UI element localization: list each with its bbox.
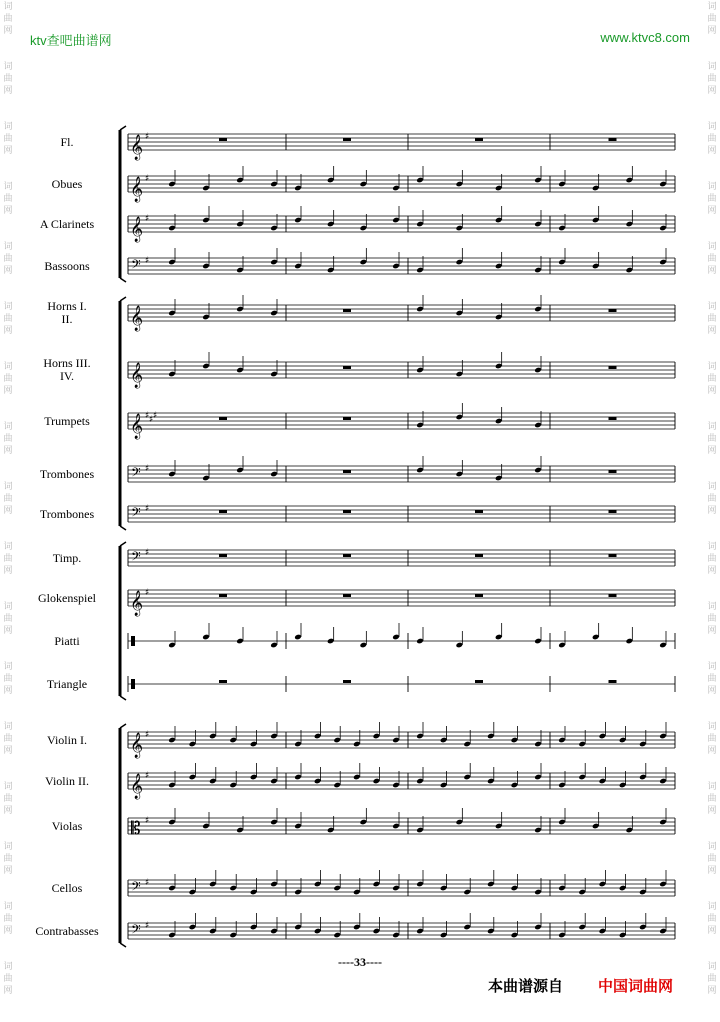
watermark-char: 词 xyxy=(707,721,717,731)
sharp-sign: ♯ xyxy=(153,411,158,421)
watermark-char: 词 xyxy=(3,301,13,311)
watermark-char: 词 xyxy=(707,961,717,971)
whole-rest xyxy=(219,417,227,420)
watermark-char: 网 xyxy=(707,325,717,335)
watermark-char: 词 xyxy=(3,121,13,131)
instrument-label: Contrabasses xyxy=(35,923,99,938)
watermark-char: 词 xyxy=(3,721,13,731)
treble-clef: 𝄞 xyxy=(130,306,144,331)
treble-clef: 𝄞 xyxy=(130,363,144,388)
watermark-char: 词 xyxy=(707,901,717,911)
whole-rest xyxy=(475,554,483,557)
watermark-char: 曲 xyxy=(707,253,717,263)
watermark-char: 网 xyxy=(707,985,717,995)
watermark-char: 网 xyxy=(3,505,13,515)
watermark-char: 曲 xyxy=(707,793,717,803)
watermark-char: 网 xyxy=(707,685,717,695)
watermark-char: 曲 xyxy=(707,13,717,23)
watermark-char: 曲 xyxy=(707,73,717,83)
bracket-hook xyxy=(120,297,126,301)
site-header-left: ktv查吧曲谱网 xyxy=(30,33,112,48)
bass-clef: 𝄢 xyxy=(131,549,141,567)
watermark-char: 曲 xyxy=(707,433,717,443)
watermark-char: 网 xyxy=(3,985,13,995)
bracket-hook xyxy=(120,526,126,530)
treble-clef: 𝄞 xyxy=(130,774,144,799)
whole-rest xyxy=(343,470,351,473)
watermark-char: 网 xyxy=(3,445,13,455)
whole-rest xyxy=(609,594,617,597)
watermark-char: 网 xyxy=(3,145,13,155)
watermark-char: 词 xyxy=(707,421,717,431)
sharp-sign: ♯ xyxy=(145,411,150,421)
watermark-char: 词 xyxy=(707,361,717,371)
whole-rest xyxy=(343,594,351,597)
sharp-sign: ♯ xyxy=(145,816,150,826)
watermark-char: 网 xyxy=(3,205,13,215)
instrument-label: Bassoons xyxy=(44,258,90,273)
bass-clef: 𝄢 xyxy=(131,922,141,940)
watermark-char: 网 xyxy=(707,145,717,155)
watermark-char: 曲 xyxy=(3,853,13,863)
watermark-char: 网 xyxy=(707,85,717,95)
bracket-hook xyxy=(120,542,126,546)
watermark-char: 网 xyxy=(707,25,717,35)
whole-rest xyxy=(475,510,483,513)
watermark-char: 网 xyxy=(707,925,717,935)
instrument-label: Trombones xyxy=(39,506,95,521)
bass-clef: 𝄢 xyxy=(131,505,141,523)
watermark-char: 网 xyxy=(3,385,13,395)
sharp-sign: ♯ xyxy=(145,132,150,142)
alto-clef: 𝄡 xyxy=(131,819,141,839)
instrument-label: Violin I. xyxy=(47,732,87,747)
watermark-char: 曲 xyxy=(707,493,717,503)
watermark-char: 网 xyxy=(3,25,13,35)
watermark-char: 曲 xyxy=(3,433,13,443)
bass-clef: 𝄢 xyxy=(131,465,141,483)
watermark-char: 网 xyxy=(707,445,717,455)
watermark-char: 曲 xyxy=(3,493,13,503)
sharp-sign: ♯ xyxy=(145,214,150,224)
sharp-sign: ♯ xyxy=(145,878,150,888)
bracket-hook xyxy=(120,126,126,130)
watermark-char: 网 xyxy=(707,385,717,395)
watermark-char: 曲 xyxy=(707,733,717,743)
footer-source-label: 本曲谱源自 xyxy=(488,977,564,995)
watermark-char: 曲 xyxy=(3,373,13,383)
whole-rest xyxy=(475,680,483,683)
bracket-hook xyxy=(120,943,126,947)
watermark-char: 词 xyxy=(707,121,717,131)
instrument-label: Trombones xyxy=(39,466,95,481)
watermark-char: 曲 xyxy=(707,193,717,203)
watermark-char: 曲 xyxy=(3,673,13,683)
watermark-char: 网 xyxy=(707,865,717,875)
watermark-char: 曲 xyxy=(707,553,717,563)
watermark-char: 词 xyxy=(3,601,13,611)
watermark-char: 曲 xyxy=(3,133,13,143)
sharp-sign: ♯ xyxy=(145,921,150,931)
bracket-hook xyxy=(120,278,126,282)
watermark-char: 词 xyxy=(3,1,13,11)
watermark-char: 词 xyxy=(3,361,13,371)
footer-site-name: 中国词曲网 xyxy=(598,977,674,995)
watermark-char: 曲 xyxy=(707,913,717,923)
watermark-char: 曲 xyxy=(707,853,717,863)
watermark-char: 词 xyxy=(3,241,13,251)
whole-rest xyxy=(609,138,617,141)
bracket-hook xyxy=(120,696,126,700)
watermark-char: 词 xyxy=(707,181,717,191)
whole-rest xyxy=(343,554,351,557)
whole-rest xyxy=(609,470,617,473)
watermark-char: 词 xyxy=(707,841,717,851)
watermark-char: 网 xyxy=(3,745,13,755)
instrument-label: Trumpets xyxy=(44,413,90,428)
instrument-label: Timp. xyxy=(52,550,82,565)
whole-rest xyxy=(343,680,351,683)
watermark-char: 曲 xyxy=(3,913,13,923)
whole-rest xyxy=(219,554,227,557)
watermark-char: 网 xyxy=(3,325,13,335)
watermark-char: 网 xyxy=(3,865,13,875)
page-number: ----33---- xyxy=(338,955,382,969)
whole-rest xyxy=(475,138,483,141)
percussion-clef xyxy=(131,679,135,689)
treble-clef: 𝄞 xyxy=(130,135,144,160)
treble-clef: 𝄞 xyxy=(130,414,144,439)
watermark-char: 词 xyxy=(3,541,13,551)
watermark-char: 词 xyxy=(3,901,13,911)
watermark-char: 曲 xyxy=(707,973,717,983)
percussion-clef xyxy=(131,636,135,646)
watermark-char: 网 xyxy=(3,565,13,575)
watermark-char: 词 xyxy=(707,301,717,311)
whole-rest xyxy=(219,680,227,683)
watermark-char: 词 xyxy=(707,541,717,551)
watermark-char: 曲 xyxy=(3,313,13,323)
whole-rest xyxy=(343,309,351,312)
watermark-char: 词 xyxy=(707,241,717,251)
whole-rest xyxy=(475,594,483,597)
treble-clef: 𝄞 xyxy=(130,591,144,616)
instrument-label: Violas xyxy=(51,818,83,833)
watermark-char: 词 xyxy=(3,481,13,491)
whole-rest xyxy=(609,554,617,557)
watermark-char: 词 xyxy=(3,961,13,971)
watermark-char: 曲 xyxy=(707,613,717,623)
watermark-char: 曲 xyxy=(707,673,717,683)
whole-rest xyxy=(343,510,351,513)
watermark-char: 网 xyxy=(3,925,13,935)
sharp-sign: ♯ xyxy=(145,730,150,740)
whole-rest xyxy=(343,417,351,420)
watermark-char: 词 xyxy=(3,661,13,671)
watermark-char: 网 xyxy=(707,505,717,515)
whole-rest xyxy=(609,680,617,683)
watermark-char: 曲 xyxy=(3,553,13,563)
watermark-char: 曲 xyxy=(707,133,717,143)
watermark-char: 网 xyxy=(707,745,717,755)
treble-clef: 𝄞 xyxy=(130,733,144,758)
treble-clef: 𝄞 xyxy=(130,217,144,242)
watermark-char: 词 xyxy=(3,61,13,71)
sharp-sign: ♯ xyxy=(145,256,150,266)
watermark-char: 曲 xyxy=(3,793,13,803)
watermark-char: 曲 xyxy=(707,313,717,323)
bass-clef: 𝄢 xyxy=(131,257,141,275)
whole-rest xyxy=(219,510,227,513)
site-header-right: www.ktvc8.com xyxy=(600,30,690,45)
instrument-label: Cellos xyxy=(51,880,83,895)
instrument-label: Triangle xyxy=(46,676,88,691)
sharp-sign: ♯ xyxy=(145,771,150,781)
watermark-char: 词 xyxy=(707,781,717,791)
instrument-label: A Clarinets xyxy=(39,216,95,231)
instrument-label: Horns I. II. xyxy=(47,299,87,326)
instrument-label: Obues xyxy=(51,176,83,191)
whole-rest xyxy=(609,417,617,420)
watermark-char: 网 xyxy=(707,205,717,215)
treble-clef: 𝄞 xyxy=(130,177,144,202)
whole-rest xyxy=(219,594,227,597)
instrument-label: Glokenspiel xyxy=(38,590,96,605)
watermark-char: 曲 xyxy=(707,373,717,383)
watermark-char: 词 xyxy=(707,661,717,671)
watermark-char: 词 xyxy=(707,481,717,491)
instrument-label: Horns III. IV. xyxy=(43,356,91,383)
watermark-char: 词 xyxy=(3,421,13,431)
whole-rest xyxy=(343,138,351,141)
sharp-sign: ♯ xyxy=(145,588,150,598)
watermark-char: 曲 xyxy=(3,733,13,743)
sharp-sign: ♯ xyxy=(145,548,150,558)
watermark-char: 曲 xyxy=(3,973,13,983)
watermark-char: 曲 xyxy=(3,613,13,623)
watermark-char: 词 xyxy=(707,601,717,611)
whole-rest xyxy=(219,138,227,141)
whole-rest xyxy=(609,309,617,312)
watermark-char: 曲 xyxy=(3,253,13,263)
instrument-label: Violin II. xyxy=(45,773,89,788)
watermark-char: 网 xyxy=(707,265,717,275)
sharp-sign: ♯ xyxy=(145,464,150,474)
watermark-char: 词 xyxy=(3,181,13,191)
bracket-hook xyxy=(120,724,126,728)
watermark-char: 曲 xyxy=(3,73,13,83)
watermark-char: 词 xyxy=(707,61,717,71)
watermark-char: 网 xyxy=(3,85,13,95)
watermark-char: 网 xyxy=(3,685,13,695)
watermark-char: 词 xyxy=(3,781,13,791)
whole-rest xyxy=(609,510,617,513)
watermark-char: 网 xyxy=(3,805,13,815)
watermark-char: 网 xyxy=(3,625,13,635)
whole-rest xyxy=(343,366,351,369)
watermark-char: 曲 xyxy=(3,13,13,23)
watermark-char: 网 xyxy=(3,265,13,275)
bass-clef: 𝄢 xyxy=(131,879,141,897)
watermark-char: 网 xyxy=(707,565,717,575)
instrument-label: Piatti xyxy=(54,633,80,648)
whole-rest xyxy=(609,366,617,369)
watermark-char: 网 xyxy=(707,805,717,815)
watermark-char: 网 xyxy=(707,625,717,635)
watermark-char: 曲 xyxy=(3,193,13,203)
instrument-label: Fl. xyxy=(60,134,74,149)
sharp-sign: ♯ xyxy=(145,504,150,514)
watermark-char: 词 xyxy=(707,1,717,11)
watermark-char: 词 xyxy=(3,841,13,851)
sharp-sign: ♯ xyxy=(149,415,154,425)
sharp-sign: ♯ xyxy=(145,174,150,184)
